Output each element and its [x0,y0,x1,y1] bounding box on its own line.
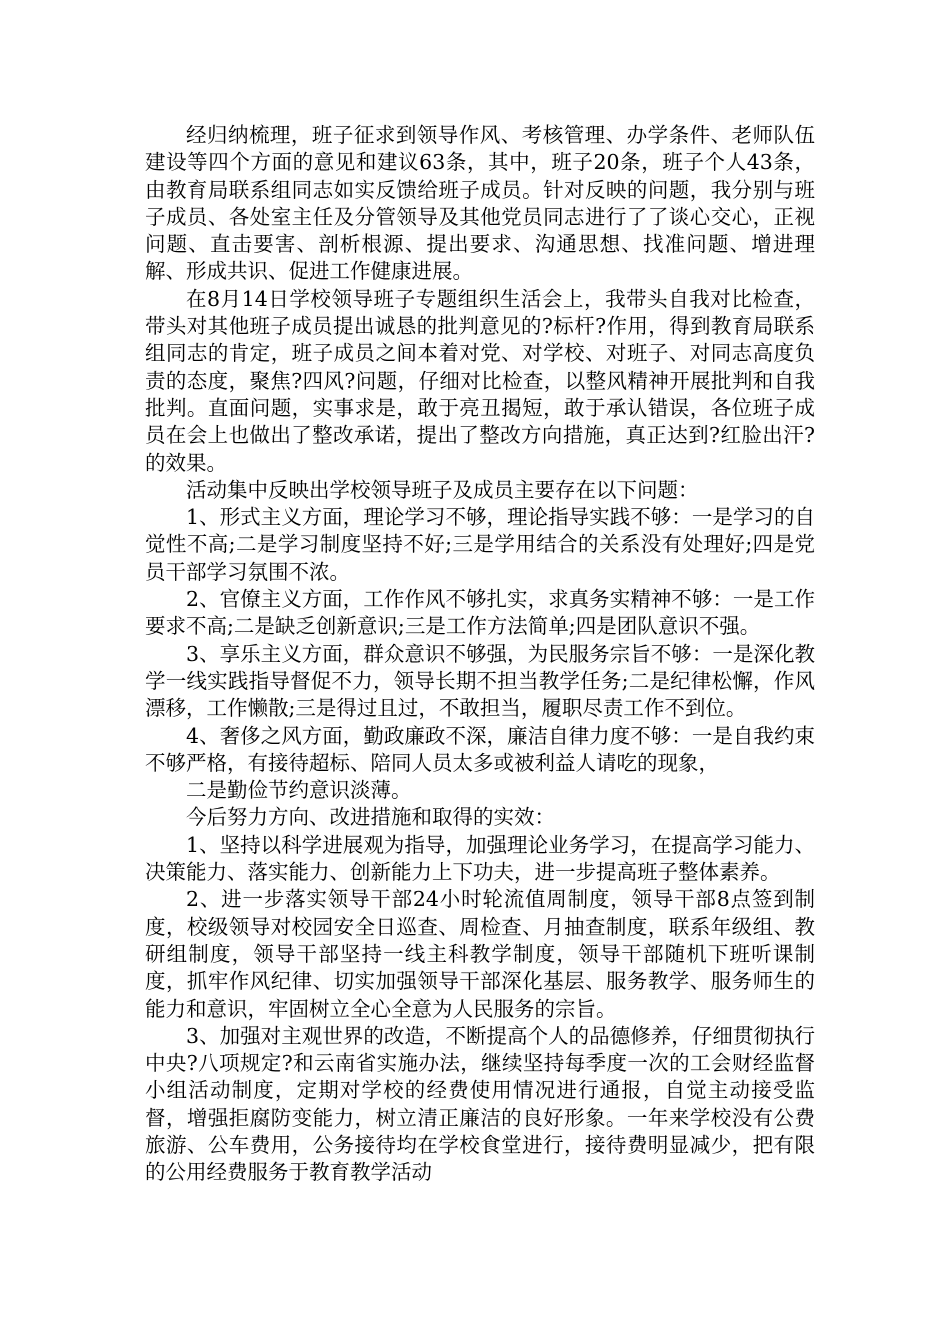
paragraph-problem-frugality: 二是勤俭节约意识淡薄。 [186,778,412,803]
paragraph-problem-formalism: 1、形式主义方面，理论学习不够，理论指导实践不够：一是学习的自觉性不高;二是学习制度坚持不好;三是学用结合的关系没有处理好;四是党员干部学习氛围不浓。 [145,505,815,584]
paragraph-problem-bureaucratism: 2、官僚主义方面，工作作风不够扎实，求真务实精神不够：一是工作要求不高;二是缺乏创新意识;三是工作方法简单;四是团队意识不强。 [145,587,815,639]
paragraph-measures-intro: 今后努力方向、改进措施和取得的实效： [186,805,555,830]
paragraph-measure-1: 1、坚持以科学进展观为指导，加强理论业务学习，在提高学习能力、决策能力、落实能力、创新能力上下功夫，进一步提高班子整体素养。 [145,832,815,885]
paragraph-meeting: 在8月14日学校领导班子专题组织生活会上，我带头自我对比检查，带头对其他班子成员提出诚恳的批判意见的?标杆?作用，得到教育局联系组同志的肯定，班子成员之间本着对党、对学校、对班子、对同志高度负责的态度，聚焦?四风?问题，仔细对比检查，以整风精神开展批判和自我批判。直面问题，实事求是，敢于亮丑揭短，敢于承认错误，各位班子成员在会上也做出了整改承诺，提出了整改方向措施，真正达到?红脸出汗?的效果。 [145,286,815,475]
document-body [145,122,815,1187]
paragraph-problem-hedonism: 3、享乐主义方面，群众意识不够强，为民服务宗旨不够：一是深化教学一线实践指导督促不力，领导长期不担当教学任务;二是纪律松懈，作风漂移，工作懒散;三是得过且过，不敢担当，履职尽责工作不到位。 [145,641,815,721]
paragraph-summary: 经归纳梳理，班子征求到领导作风、考核管理、办学条件、老师队伍建设等四个方面的意见和建议63条，其中，班子20条，班子个人43条，由教育局联系组同志如实反馈给班子成员。针对反映的问题，我分别与班子成员、各处室主任及分管领导及其他党员同志进行了了谈心交心，正视问题、直击要害、剖析根源、提出要求、沟通思想、找准问题、增进理解、形成共识、促进工作健康进展。 [145,123,815,284]
paragraph-measure-3: 3、加强对主观世界的改造，不断提高个人的品德修养，仔细贯彻执行中央?八项规定?和云南省实施办法，继续坚持每季度一次的工会财经监督小组活动制度，定期对学校的经费使用情况进行通报，自觉主动接受监督，增强拒腐防变能力，树立清正廉洁的良好形象。一年来学校没有公费旅游、公车费用，公务接待均在学校食堂进行，接待费明显减少，把有限的公用经费服务于教育教学活动 [145,1023,815,1185]
paragraph-problem-extravagance: 4、奢侈之风方面，勤政廉政不深，廉洁自律力度不够：一是自我约束不够严格，有接待超标、陪同人员太多或被利益人请吃的现象， [145,723,815,775]
paragraph-measure-2: 2、进一步落实领导干部24小时轮流值周制度，领导干部8点签到制度，校级领导对校园安全日巡查、周检查、月抽查制度，联系年级组、教研组制度，领导干部坚持一线主科教学制度，领导干部随机下班听课制度，抓牢作风纪律、切实加强领导干部深化基层、服务教学、服务师生的能力和意识，牢固树立全心全意为人民服务的宗旨。 [145,887,815,1021]
paragraph-problems-intro: 活动集中反映出学校领导班子及成员主要存在以下问题： [186,477,699,502]
